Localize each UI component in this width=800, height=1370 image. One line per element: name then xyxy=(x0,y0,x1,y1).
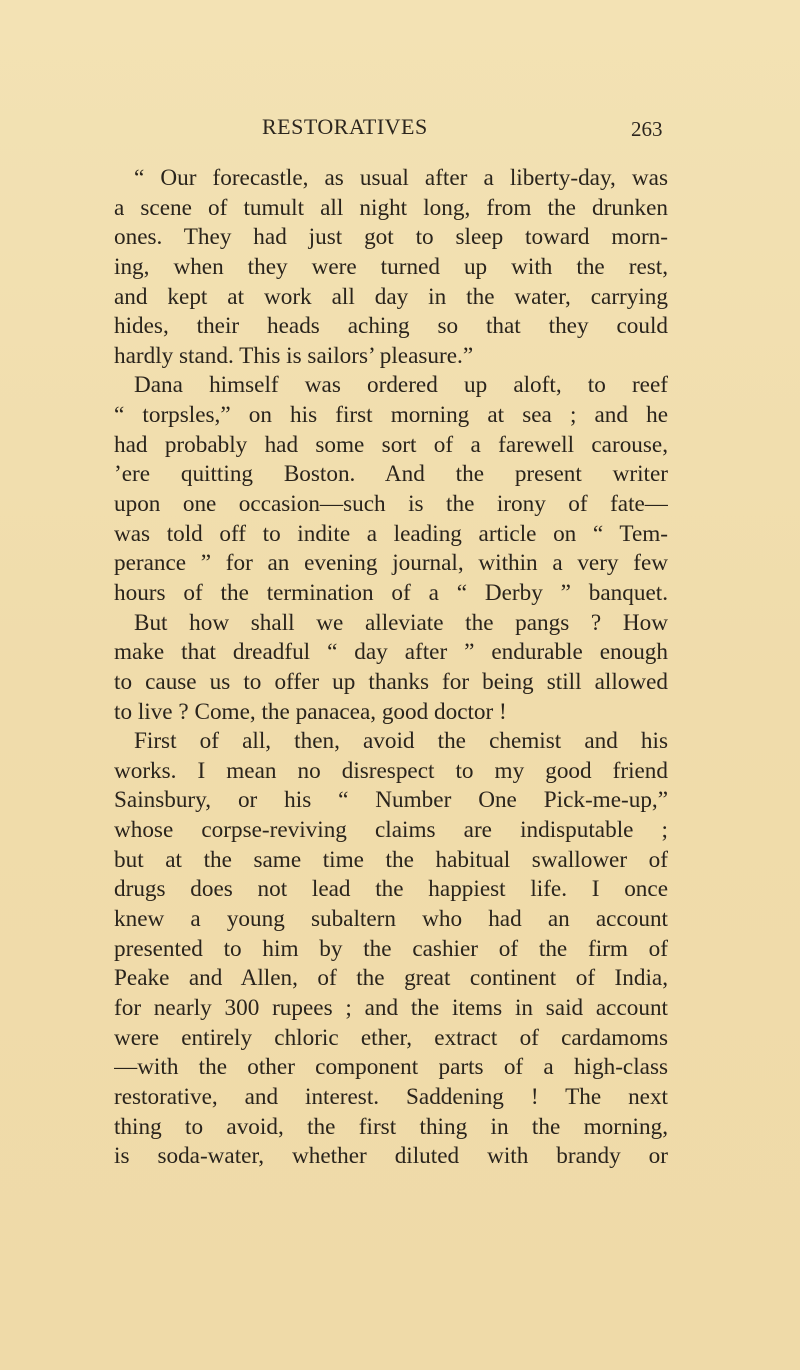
text-line: to cause us to offer up thanks for being still allowed xyxy=(114,668,668,695)
text-line: ones. They had just got to sleep toward morn- xyxy=(114,224,668,251)
text-line: hardly stand. This is sailors’ pleasure.” xyxy=(114,342,474,369)
text-line: works. I mean no disrespect to my good friend xyxy=(114,757,668,784)
text-line: knew a young subaltern who had an account xyxy=(114,906,668,933)
text-line: “ torpsles,” on his first morning at sea ; and he xyxy=(114,402,668,429)
text-line: Dana himself was ordered up aloft, to reef xyxy=(134,372,668,399)
body-text xyxy=(114,164,668,1172)
page-number: 263 xyxy=(631,117,663,141)
text-line: Peake and Allen, of the great continent of India, xyxy=(114,965,668,992)
text-line: restorative, and interest. Saddening ! The next xyxy=(114,1083,668,1110)
text-line: hours of the termination of a “ Derby ” banquet. xyxy=(114,579,668,606)
text-line: ’ere quitting Boston. And the present writer xyxy=(114,461,668,488)
text-line: for nearly 300 rupees ; and the items in said account xyxy=(114,994,668,1021)
text-line: hides, their heads aching so that they could xyxy=(114,313,668,340)
text-line: is soda-water, whether diluted with brandy or xyxy=(114,1143,668,1170)
text-line: —with the other component parts of a high-class xyxy=(114,1054,668,1081)
text-line: but at the same time the habitual swallower of xyxy=(114,846,668,873)
text-line: whose corpse-reviving claims are indisputable ; xyxy=(114,817,668,844)
text-line: were entirely chloric ether, extract of cardamoms xyxy=(114,1024,668,1051)
text-line: drugs does not lead the happiest life. I once xyxy=(114,876,668,903)
text-line: thing to avoid, the first thing in the morning, xyxy=(114,1113,668,1140)
text-line: Sainsbury, or his “ Number One Pick-me-up,” xyxy=(114,787,668,814)
text-line: ing, when they were turned up with the rest, xyxy=(114,253,668,280)
text-line: upon one occasion—such is the irony of fate— xyxy=(114,491,668,518)
text-line: make that dreadful “ day after ” endurable enough xyxy=(114,639,668,666)
text-line: and kept at work all day in the water, carrying xyxy=(114,283,668,310)
text-line: perance ” for an evening journal, within a very few xyxy=(114,550,668,577)
text-line: presented to him by the cashier of the firm of xyxy=(114,935,668,962)
text-line: First of all, then, avoid the chemist and his xyxy=(134,728,668,755)
running-title: RESTORATIVES xyxy=(262,114,428,139)
text-line: was told off to indite a leading article on “ Tem- xyxy=(114,520,668,547)
text-line: had probably had some sort of a farewell carouse, xyxy=(114,431,668,458)
text-line: to live ? Come, the panacea, good doctor ! xyxy=(114,698,507,725)
text-line: “ Our forecastle, as usual after a liberty-day, was xyxy=(134,165,668,191)
text-line: a scene of tumult all night long, from the drunken xyxy=(114,194,668,221)
text-line: But how shall we alleviate the pangs ? How xyxy=(134,609,668,636)
